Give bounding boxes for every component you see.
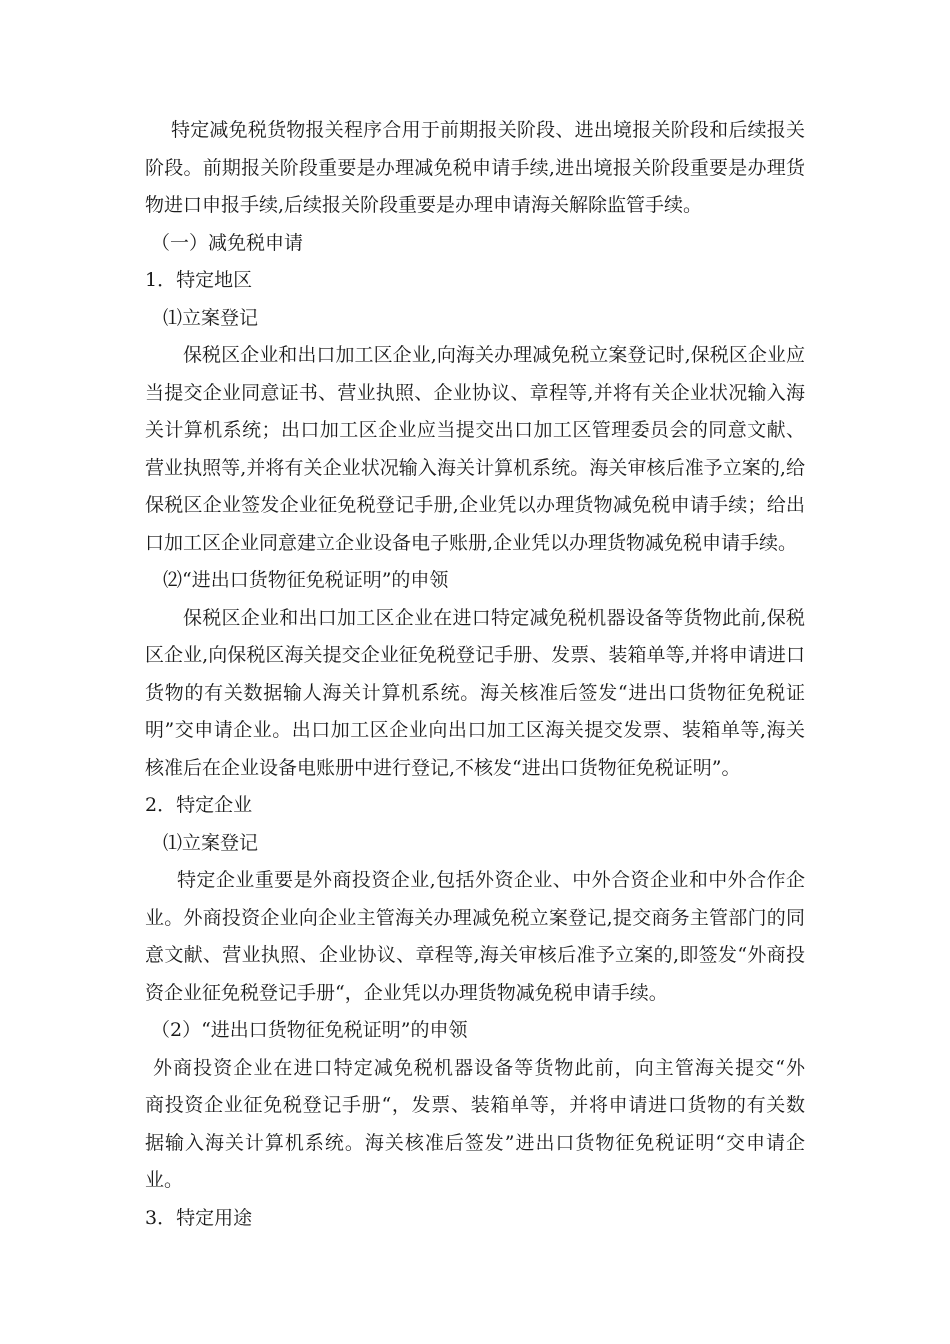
paragraph-1-2-line-5: 核准后在企业设备电账册中进行登记,不核发“进出口货物征免税证明”。 <box>145 756 741 779</box>
subsection-heading-2: 2．特定企业 <box>145 794 253 816</box>
subsection-heading-3: 3．特定用途 <box>145 1206 253 1229</box>
paragraph-1-1-line-6: 口加工区企业同意建立企业设备电子账册,企业凭以办理货物减免税申请手续。 <box>145 531 798 554</box>
paragraph-intro-line-3: 物进口申报手续,后续报关阶段重要是办理申请海关解除监管手续。 <box>145 194 703 216</box>
paragraph-intro-line-1: 特定减免税货物报关程序合用于前期报关阶段、进出境报关阶段和后续报关 <box>171 119 805 141</box>
paragraph-2-2-line-2: 商投资企业征免税登记手册“，发票、装箱单等，并将申请进口货物的有关数 <box>145 1094 805 1116</box>
section-heading-1: （一）减免税申请 <box>151 231 304 254</box>
item-heading-1-1: ⑴立案登记 <box>163 306 259 329</box>
paragraph-2-1-line-2: 业。外商投资企业向企业主管海关办理减免税立案登记,提交商务主管部门的同 <box>145 906 805 929</box>
paragraph-2-2-line-1: 外商投资企业在进口特定减免税机器设备等货物此前，向主管海关提交“外 <box>153 1056 805 1079</box>
item-heading-2-2: （2）“进出口货物征免税证明”的申领 <box>151 1019 468 1041</box>
paragraph-1-1-line-4: 营业执照等,并将有关企业状况输入海关计算机系统。海关审核后准予立案的,给 <box>145 456 805 479</box>
paragraph-2-2-line-4: 业。 <box>145 1169 184 1191</box>
subsection-heading-1: 1．特定地区 <box>145 269 253 291</box>
paragraph-1-1-line-1: 保税区企业和出口加工区企业,向海关办理减免税立案登记时,保税区企业应 <box>183 344 805 366</box>
paragraph-1-2-line-3: 货物的有关数据输人海关计算机系统。海关核准后签发“进出口货物征免税证 <box>145 681 805 704</box>
item-heading-1-2: ⑵“进出口货物征免税证明”的申领 <box>163 569 449 591</box>
paragraph-1-2-line-2: 区企业,向保税区海关提交企业征免税登记手册、发票、装箱单等,并将申请进口 <box>145 644 805 666</box>
paragraph-1-2-line-1: 保税区企业和出口加工区企业在进口特定减免税机器设备等货物此前,保税 <box>183 606 805 629</box>
paragraph-1-1-line-3: 关计算机系统；出口加工区企业应当提交出口加工区管理委员会的同意文献、 <box>145 419 805 441</box>
paragraph-2-2-line-3: 据输入海关计算机系统。海关核准后签发”进出口货物征免税证明“交申请企 <box>145 1131 805 1154</box>
paragraph-2-1-line-4: 资企业征免税登记手册“，企业凭以办理货物减免税申请手续。 <box>145 981 668 1004</box>
paragraph-2-1-line-3: 意文献、营业执照、企业协议、章程等,海关审核后准予立案的,即签发“外商投 <box>145 944 805 966</box>
item-heading-2-1: ⑴立案登记 <box>163 831 259 854</box>
paragraph-1-1-line-2: 当提交企业同意证书、营业执照、企业协议、章程等,并将有关企业状况输入海 <box>145 381 805 404</box>
paragraph-1-1-line-5: 保税区企业签发企业征免税登记手册,企业凭以办理货物减免税申请手续；给出 <box>145 494 805 516</box>
paragraph-1-2-line-4: 明”交申请企业。出口加工区企业向出口加工区海关提交发票、装箱单等,海关 <box>145 719 805 741</box>
paragraph-2-1-line-1: 特定企业重要是外商投资企业,包括外资企业、中外合资企业和中外合作企 <box>177 869 805 891</box>
paragraph-intro-line-2: 阶段。前期报关阶段重要是办理减免税申请手续,进出境报关阶段重要是办理货 <box>145 156 805 179</box>
document-body <box>145 112 805 1237</box>
